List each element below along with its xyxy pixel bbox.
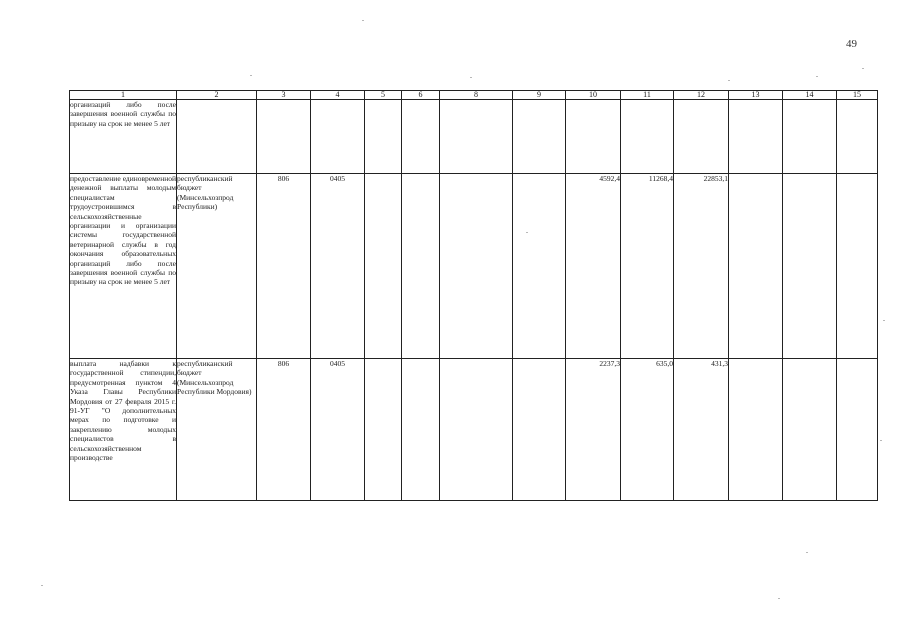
row-funding-source: республиканский бюджет (Минсельхозпрод Республики) (177, 174, 257, 359)
scan-speck (816, 76, 818, 77)
row-c12 (674, 100, 729, 174)
row-description: выплата надбавки к государственной стипендии, предусмотренная пунктом 4 Указа Главы Республики Мордовия от 27 февраля 2015 г. 91-УГ "О дополнительных мерах по подготовке и закреплению молодых специалистов в сельскохозяйственном производстве (70, 359, 177, 501)
page-number: 49 (846, 38, 857, 50)
row-c13 (729, 174, 783, 359)
col-header-6: 6 (402, 91, 440, 100)
row-c10: 2237,3 (566, 359, 621, 501)
col-header-11: 11 (621, 91, 674, 100)
row-c4: 0405 (311, 359, 365, 501)
row-c11 (621, 100, 674, 174)
row-c15 (837, 359, 878, 501)
row-c11: 635,0 (621, 359, 674, 501)
col-header-2: 2 (177, 91, 257, 100)
scan-speck (470, 77, 472, 78)
row-c4: 0405 (311, 174, 365, 359)
header-row (70, 91, 878, 100)
col-header-4: 4 (311, 91, 365, 100)
row-c8 (440, 100, 513, 174)
row-c4 (311, 100, 365, 174)
row-description: предоставление единовременной денежной выплаты молодым специалистам трудоустроившимся в сельскохозяйственные организации и организации системы государственной ветеринарной службы в год окончания образовательных организаций либо после завершения военной службы по призыву на срок не менее 5 лет (70, 174, 177, 359)
scan-speck (728, 80, 730, 81)
row-c6 (402, 359, 440, 501)
scan-speck (362, 20, 364, 21)
row-funding-source: республиканский бюджет (Минсельхозпрод Республики Мордовия) (177, 359, 257, 501)
row-c12: 431,3 (674, 359, 729, 501)
row-funding-source (177, 100, 257, 174)
table-row (70, 359, 878, 501)
row-c13 (729, 359, 783, 501)
row-c14 (783, 359, 837, 501)
table-row (70, 174, 878, 359)
row-c11: 11268,4 (621, 174, 674, 359)
program-table (69, 90, 878, 501)
col-header-8: 8 (440, 91, 513, 100)
row-c14 (783, 174, 837, 359)
col-header-5: 5 (365, 91, 402, 100)
scan-speck (883, 320, 885, 321)
scan-speck (862, 68, 864, 69)
row-c5 (365, 100, 402, 174)
row-c3: 806 (257, 359, 311, 501)
row-c15 (837, 100, 878, 174)
col-header-13: 13 (729, 91, 783, 100)
row-c9 (513, 174, 566, 359)
row-c10 (566, 100, 621, 174)
row-c3: 806 (257, 174, 311, 359)
row-c8 (440, 359, 513, 501)
scan-speck (778, 598, 780, 599)
table-row (70, 100, 878, 174)
col-header-1: 1 (70, 91, 177, 100)
row-c9 (513, 100, 566, 174)
row-c8 (440, 174, 513, 359)
col-header-14: 14 (783, 91, 837, 100)
col-header-10: 10 (566, 91, 621, 100)
row-c15 (837, 174, 878, 359)
row-c12: 22853,1 (674, 174, 729, 359)
row-description: организаций либо после завершения военной службы по призыву на срок не менее 5 лет (70, 100, 177, 174)
row-c5 (365, 359, 402, 501)
scan-speck (880, 440, 882, 441)
col-header-15: 15 (837, 91, 878, 100)
col-header-3: 3 (257, 91, 311, 100)
row-c13 (729, 100, 783, 174)
row-c6 (402, 100, 440, 174)
row-c5 (365, 174, 402, 359)
scan-speck (250, 75, 252, 76)
row-c3 (257, 100, 311, 174)
col-header-12: 12 (674, 91, 729, 100)
row-c9 (513, 359, 566, 501)
row-c10: 4592,4 (566, 174, 621, 359)
row-c6 (402, 174, 440, 359)
col-header-9: 9 (513, 91, 566, 100)
scan-speck (41, 585, 43, 586)
row-c14 (783, 100, 837, 174)
scan-speck (806, 552, 808, 553)
